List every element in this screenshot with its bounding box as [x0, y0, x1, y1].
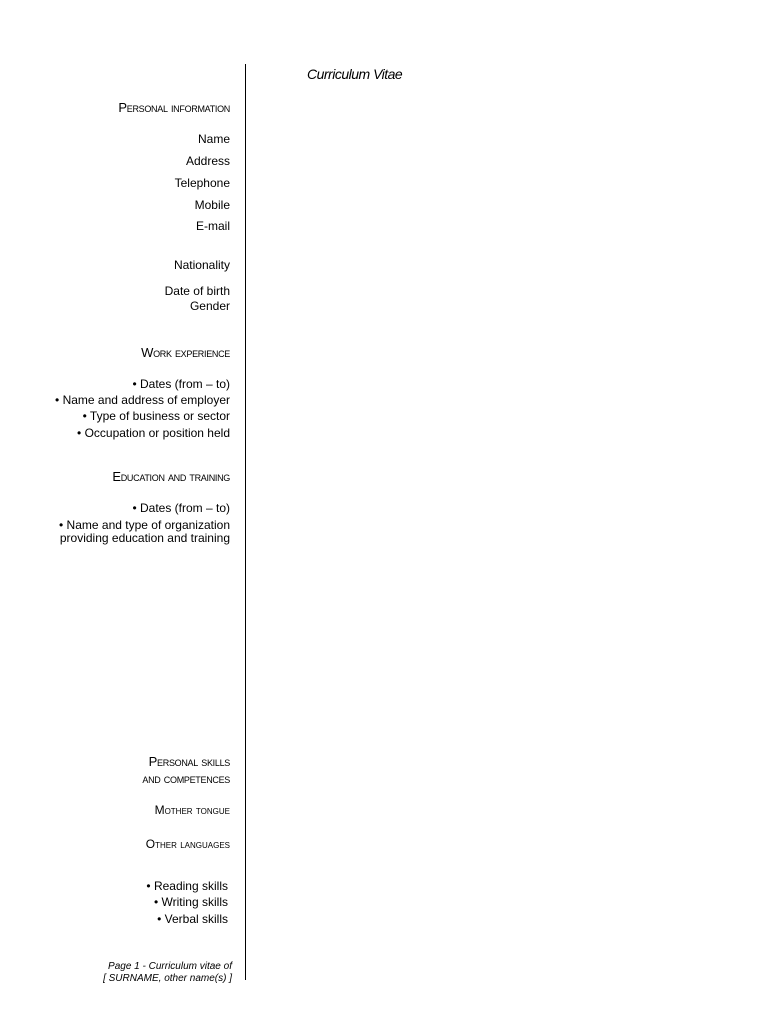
- label-business-sector: • Type of business or sector: [82, 409, 230, 423]
- label-verbal-skills: • Verbal skills: [157, 912, 228, 926]
- label-email: E-mail: [195, 219, 230, 233]
- section-heading-education: Education and training: [112, 469, 230, 484]
- label-work-dates: • Dates (from – to): [132, 377, 230, 391]
- label-mobile: Mobile: [194, 198, 230, 212]
- footer-line2: [ SURNAME, other name(s) ]: [103, 973, 232, 984]
- label-reading-skills: • Reading skills: [146, 879, 228, 893]
- label-address: Address: [185, 154, 230, 168]
- label-name: Name: [197, 132, 230, 146]
- label-organization-line2: providing education and training: [59, 531, 230, 545]
- section-heading-personal-information: Personal information: [118, 100, 230, 115]
- label-mother-tongue: Mother tongue: [154, 803, 230, 817]
- section-heading-work-experience: Work experience: [141, 345, 230, 360]
- label-education-dates: • Dates (from – to): [132, 501, 230, 515]
- document-title: Curriculum Vitae: [307, 66, 403, 82]
- label-writing-skills: • Writing skills: [154, 895, 228, 909]
- label-date-of-birth: Date of birth: [164, 284, 230, 298]
- label-nationality: Nationality: [173, 258, 230, 272]
- label-occupation: • Occupation or position held: [77, 426, 230, 440]
- label-other-languages: Other languages: [145, 837, 230, 851]
- label-organization-line1: • Name and type of organization: [59, 518, 230, 532]
- footer-line1: Page 1 - Curriculum vitae of: [108, 961, 232, 972]
- section-heading-skills-line2: and competences: [142, 771, 230, 786]
- label-employer: • Name and address of employer: [55, 393, 230, 407]
- column-divider: [245, 64, 246, 980]
- section-heading-skills-line1: Personal skills: [148, 754, 230, 769]
- label-telephone: Telephone: [174, 176, 230, 190]
- label-gender: Gender: [189, 299, 230, 313]
